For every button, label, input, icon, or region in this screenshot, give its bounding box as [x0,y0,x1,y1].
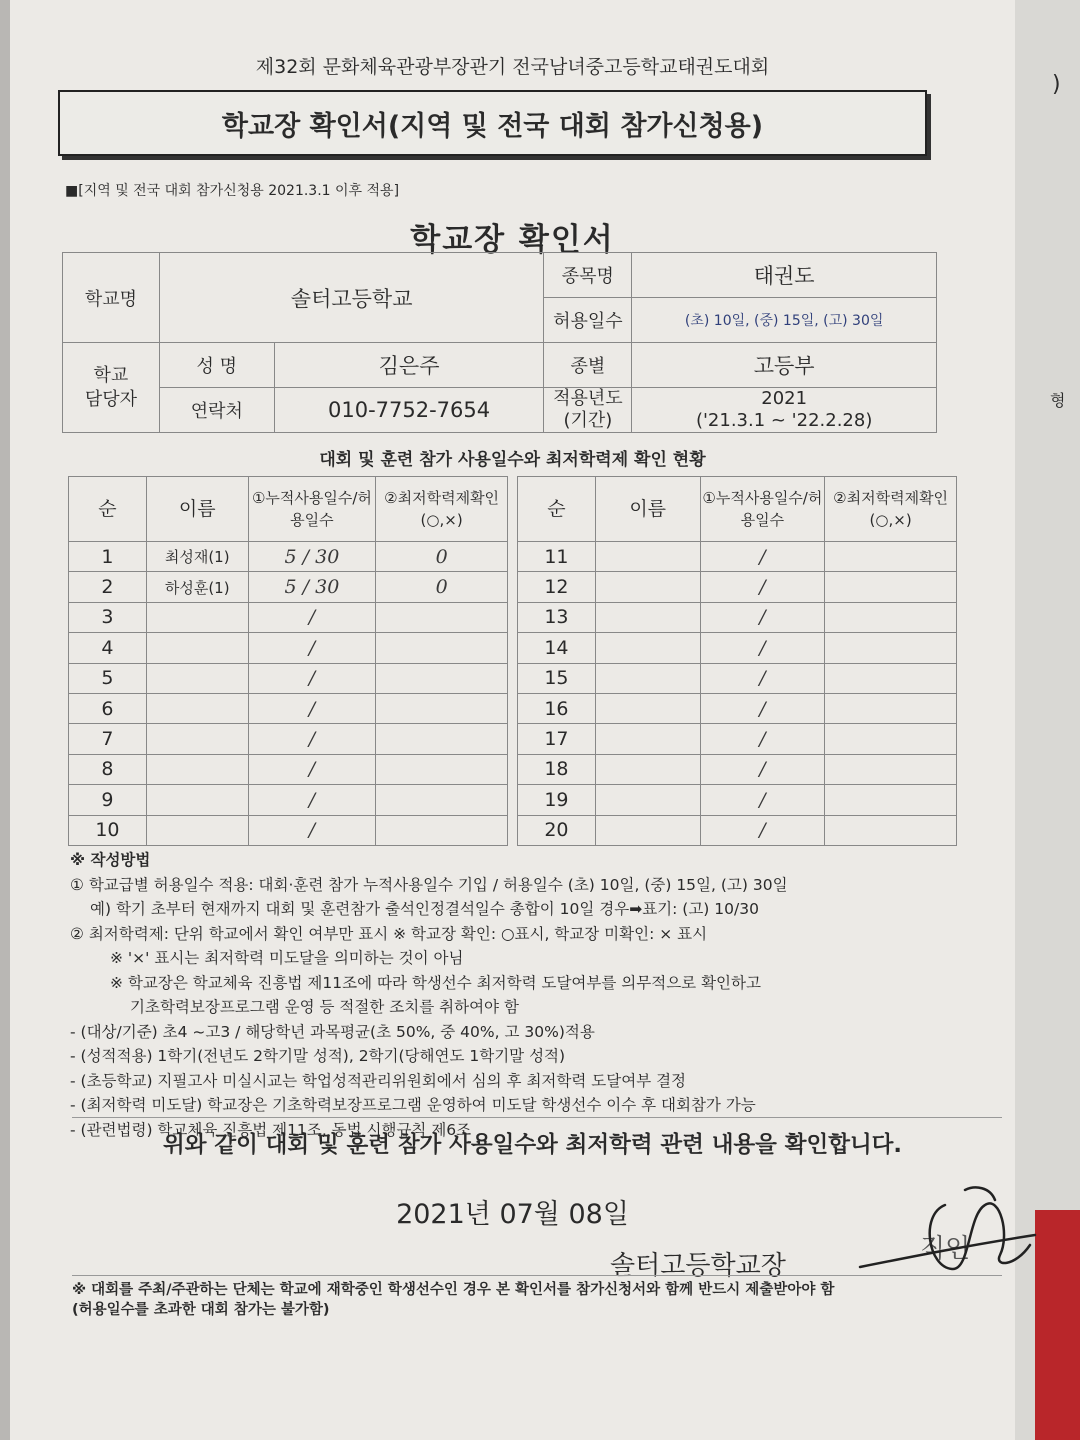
table-row [518,815,957,845]
row-number: 1 [69,542,147,572]
student-name [595,663,700,693]
division-label: 종별 [544,343,632,388]
document-page [10,0,1015,1440]
adjacent-sheet-mark: ) [1052,72,1061,97]
col-header-days: ①누적사용일수/허용일수 [248,477,376,542]
student-name: 최성재(1) [146,542,248,572]
min-academic-check [376,663,508,693]
footer-note [72,1280,834,1320]
table-row [69,815,508,845]
instruction-line: ※ '×' 표시는 최저학력 미도달을 의미하는 것이 아님 [110,949,464,967]
boxed-form-title: 학교장 확인서(지역 및 전국 대회 참가신청용) [58,90,927,156]
min-academic-check [825,724,957,754]
min-academic-check: 0 [376,542,508,572]
row-number: 8 [69,754,147,784]
table-row [69,663,508,693]
table-row [518,633,957,663]
instruction-line: ※ 학교장은 학교체육 진흥법 제11조에 따라 학생선수 최저학력 도달여부를 의무적으로 확인하고 [110,973,761,992]
records-table-left [68,476,508,846]
table-row [69,754,508,784]
col-header-name: 이름 [146,477,248,542]
days-used: / [700,693,825,723]
min-academic-check [825,542,957,572]
col-header-name: 이름 [595,477,700,542]
col-header-no: 순 [69,477,147,542]
student-name [595,693,700,723]
row-number: 13 [518,602,596,632]
min-academic-check [825,815,957,845]
table-row [518,572,957,602]
instruction-line: 예) 학기 초부터 현재까지 대회 및 훈련참가 출석인정결석일수 총합이 10일 경우➡표기: (고) 10/30 [90,900,759,918]
days-used: 5 / 30 [248,572,376,602]
row-number: 2 [69,572,147,602]
footer-line: (허용일수를 초과한 대회 참가는 불가함) [72,1302,330,1318]
student-name: 하성훈(1) [146,572,248,602]
min-academic-check [376,785,508,815]
student-name [146,785,248,815]
row-number: 19 [518,785,596,815]
table-row [69,542,508,572]
confirmation-statement: 위와 같이 대회 및 훈련 참가 사용일수와 최저학력 관련 내용을 확인합니다. [163,1132,902,1158]
instructions-heading: ※ 작성방법 [70,851,151,869]
row-number: 14 [518,633,596,663]
row-number: 3 [69,602,147,632]
days-used: / [248,693,376,723]
year-label: 적용년도 (기간) [544,388,632,433]
school-name-value: 솔터고등학교 [159,253,544,343]
student-name [146,633,248,663]
table-row [69,693,508,723]
table-row [518,785,957,815]
allowed-days-value: (초) 10일, (중) 15일, (고) 30일 [632,298,937,343]
col-header-check: ②최저학력제확인(○,×) [376,477,508,542]
min-academic-check [376,693,508,723]
days-used: / [248,663,376,693]
days-used: / [700,572,825,602]
instruction-line: - (관련법령) 학교체육 진흥법 제11조, 동법 시행규칙 제6조 [70,1120,472,1139]
records-table-right [517,476,957,846]
days-used: / [700,633,825,663]
table-row [69,633,508,663]
instruction-line: - (대상/기준) 초4 ~고3 / 해당학년 과목평균(초 50%, 중 40%, 고 30%)적용 [70,1022,595,1041]
days-used: / [700,754,825,784]
row-number: 17 [518,724,596,754]
min-academic-check [376,633,508,663]
student-name [595,542,700,572]
red-strip [1035,1210,1080,1440]
student-name [146,815,248,845]
division-value: 고등부 [632,343,937,388]
days-used: / [248,633,376,663]
school-name-label: 학교명 [63,253,160,343]
school-contact-label: 학교 담당자 [63,343,160,433]
student-name [595,602,700,632]
table-row [69,572,508,602]
student-name [146,754,248,784]
table-row [69,785,508,815]
min-academic-check [825,754,957,784]
row-number: 16 [518,693,596,723]
days-used: / [248,754,376,784]
days-used: / [248,724,376,754]
divider [72,1275,1002,1276]
row-number: 18 [518,754,596,784]
form-title: 학교장 확인서 [410,222,615,258]
principal-name: 솔터고등학교장 [610,1251,786,1281]
table-row [518,602,957,632]
days-used: / [700,785,825,815]
name-label: 성 명 [159,343,274,388]
min-academic-check [376,602,508,632]
student-name [595,815,700,845]
student-name [595,633,700,663]
instruction-line: ① 학교급별 허용일수 적용: 대회·훈련 참가 누적사용일수 기입 / 허용일수 (초) 10일, (중) 15일, (고) 30일 [70,875,788,894]
days-used: / [700,602,825,632]
instruction-line: - (최저학력 미도달) 학교장은 기초학력보장프로그램 운영하여 미도달 학생선수 이수 후 대회참가 가능 [70,1096,756,1114]
student-name [146,693,248,723]
student-name [146,663,248,693]
footer-line: ※ 대회를 주최/주관하는 단체는 학교에 재학중인 학생선수인 경우 본 확인서를 참가신청서와 함께 반드시 제출받아야 함 [72,1282,835,1298]
instruction-line: 기초학력보장프로그램 운영 등 적절한 조치를 취하여야 함 [130,998,519,1016]
sport-value: 태권도 [632,253,937,298]
issue-date: 2021년 07월 08일 [396,1199,629,1230]
min-academic-check [376,815,508,845]
instruction-line: - (성적적용) 1학기(전년도 2학기말 성적), 2학기(당해연도 1학기말 성적) [70,1047,566,1065]
col-header-check: ②최저학력제확인(○,×) [825,477,957,542]
seal-text: 직인 [920,1234,971,1264]
min-academic-check [376,754,508,784]
student-name [595,754,700,784]
days-used: / [700,724,825,754]
min-academic-check [825,602,957,632]
row-number: 12 [518,572,596,602]
adjacent-sheet-mark: 형 [1050,391,1066,410]
days-used: / [248,815,376,845]
signature-mark [850,1175,1040,1285]
table-row [518,542,957,572]
table-row [69,602,508,632]
min-academic-check [825,572,957,602]
phone-label: 연락처 [159,388,274,433]
student-name [146,602,248,632]
table-row [518,754,957,784]
row-number: 6 [69,693,147,723]
table-row [518,693,957,723]
days-used: / [700,815,825,845]
student-name [595,572,700,602]
name-value: 김은주 [274,343,544,388]
min-academic-check [376,724,508,754]
section-title: 대회 및 훈련 참가 사용일수와 최저학력제 확인 현황 [319,450,706,470]
student-name [595,724,700,754]
min-academic-check [825,785,957,815]
row-number: 7 [69,724,147,754]
year-value: 2021 ('21.3.1 ~ '22.2.28) [632,388,937,433]
row-number: 9 [69,785,147,815]
days-used: / [248,602,376,632]
min-academic-check: 0 [376,572,508,602]
table-row [518,724,957,754]
info-table [62,252,937,433]
instruction-line: - (초등학교) 지필고사 미실시교는 학업성적관리위원회에서 심의 후 최저학력 도달여부 결정 [70,1071,687,1090]
instruction-line: ② 최저학력제: 단위 학교에서 확인 여부만 표시 ※ 학교장 확인: ○표시, 학교장 미확인: × 표시 [70,924,708,943]
allowed-days-label: 허용일수 [544,298,632,343]
days-used: / [700,663,825,693]
row-number: 5 [69,663,147,693]
phone-value: 010-7752-7654 [274,388,544,433]
row-number: 4 [69,633,147,663]
days-used: 5 / 30 [248,542,376,572]
sport-label: 종목명 [544,253,632,298]
col-header-no: 순 [518,477,596,542]
divider [72,1117,1002,1118]
event-title: 제32회 문화체육관광부장관기 전국남녀중고등학교태권도대회 [255,56,770,78]
days-used: / [248,785,376,815]
min-academic-check [825,633,957,663]
instructions [70,848,990,1142]
student-name [595,785,700,815]
student-name [146,724,248,754]
min-academic-check [825,693,957,723]
row-number: 15 [518,663,596,693]
table-row [518,663,957,693]
row-number: 20 [518,815,596,845]
days-used: / [700,542,825,572]
form-applicability-note: ■[지역 및 전국 대회 참가신청용 2021.3.1 이후 적용] [65,183,400,199]
table-row [69,724,508,754]
row-number: 11 [518,542,596,572]
min-academic-check [825,663,957,693]
row-number: 10 [69,815,147,845]
col-header-days: ①누적사용일수/허용일수 [700,477,825,542]
